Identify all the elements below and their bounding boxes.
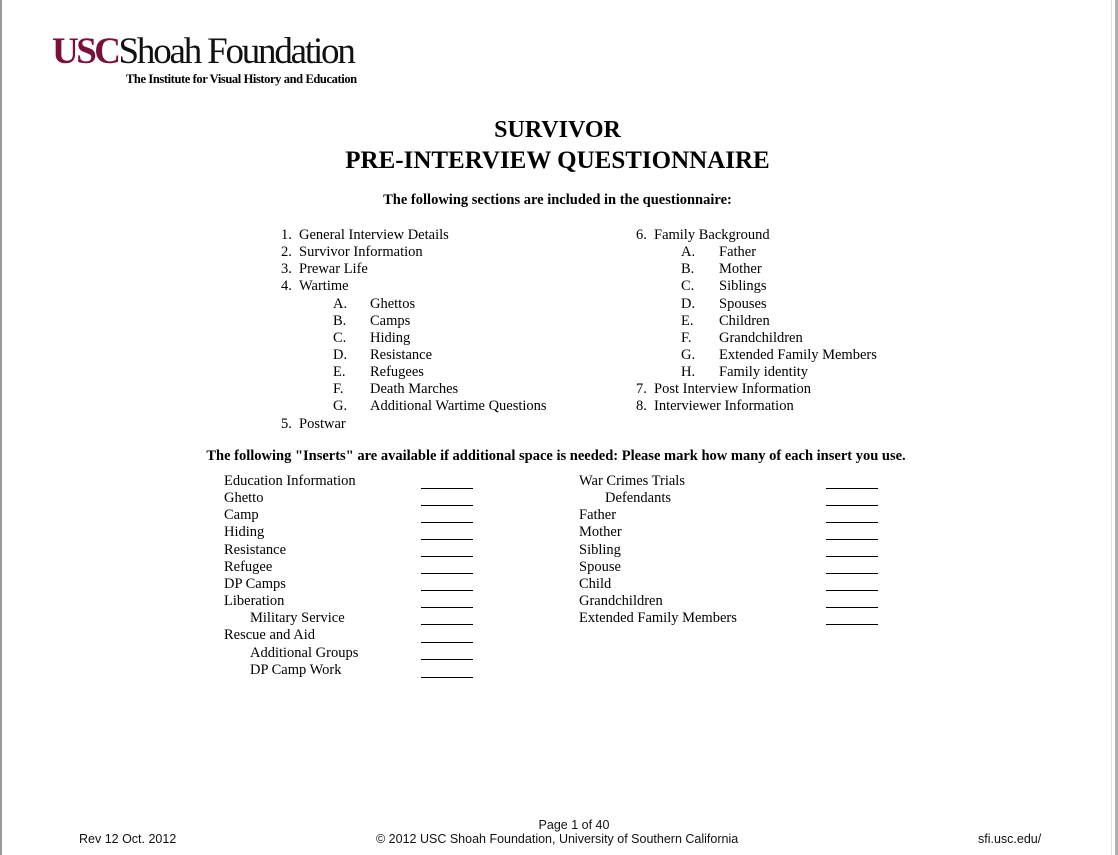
insert-label: Extended Family Members bbox=[579, 610, 737, 626]
subsection-label: Ghettos bbox=[370, 296, 416, 312]
insert-count-line[interactable] bbox=[421, 607, 473, 608]
subsection-label: Spouses bbox=[719, 296, 767, 312]
section-number: 7. bbox=[636, 381, 647, 397]
subsection-label: Extended Family Members bbox=[719, 347, 877, 363]
section-label: Prewar Life bbox=[299, 261, 368, 277]
footer-url: sfi.usc.edu/ bbox=[978, 832, 1042, 846]
insert-label: Education Information bbox=[224, 473, 356, 489]
subsection-label: Grandchildren bbox=[719, 330, 803, 346]
insert-count-line[interactable] bbox=[826, 624, 878, 625]
subsection-letter: B. bbox=[333, 313, 347, 329]
insert-label: Father bbox=[579, 507, 617, 523]
insert-count-line[interactable] bbox=[826, 607, 878, 608]
subsection-letter: D. bbox=[681, 296, 696, 312]
insert-label: Sibling bbox=[579, 542, 621, 558]
insert-label: Defendants bbox=[605, 490, 672, 506]
section-label: Postwar bbox=[299, 416, 346, 432]
insert-label: War Crimes Trials bbox=[579, 473, 685, 489]
section-label: Family Background bbox=[654, 227, 770, 243]
usc-shoah-logo bbox=[52, 30, 357, 86]
insert-label: Hiding bbox=[224, 524, 265, 540]
insert-count-line[interactable] bbox=[421, 590, 473, 591]
insert-count-line[interactable] bbox=[826, 488, 878, 489]
subsection-letter: A. bbox=[681, 244, 696, 260]
subsection-label: Refugees bbox=[370, 364, 424, 380]
subsection-letter: E. bbox=[681, 313, 694, 329]
subsection-label: Additional Wartime Questions bbox=[370, 398, 547, 414]
subsection-letter: G. bbox=[333, 398, 348, 414]
section-label: Interviewer Information bbox=[654, 398, 794, 414]
section-label: Post Interview Information bbox=[654, 381, 812, 397]
subsection-letter: G. bbox=[681, 347, 696, 363]
subsection-label: Mother bbox=[719, 261, 762, 277]
logo-name: Shoah Foundation bbox=[118, 31, 354, 72]
insert-count-line[interactable] bbox=[826, 590, 878, 591]
section-number: 8. bbox=[636, 398, 647, 414]
insert-label: Liberation bbox=[224, 593, 285, 609]
section-number: 5. bbox=[281, 416, 292, 432]
subsection-label: Father bbox=[719, 244, 757, 260]
insert-label: Resistance bbox=[224, 542, 287, 558]
insert-label: DP Camps bbox=[224, 576, 286, 592]
section-number: 2. bbox=[281, 244, 292, 260]
subsection-letter: F. bbox=[333, 381, 344, 397]
section-label: Survivor Information bbox=[299, 244, 423, 260]
insert-count-line[interactable] bbox=[421, 505, 473, 506]
insert-count-line[interactable] bbox=[421, 488, 473, 489]
insert-count-line[interactable] bbox=[826, 573, 878, 574]
insert-count-line[interactable] bbox=[421, 659, 473, 660]
section-number: 3. bbox=[281, 261, 292, 277]
insert-count-line[interactable] bbox=[421, 556, 473, 557]
doc-subtitle: PRE-INTERVIEW QUESTIONNAIRE bbox=[345, 147, 770, 174]
subsection-letter: C. bbox=[681, 278, 695, 294]
subsection-letter: F. bbox=[681, 330, 692, 346]
insert-label: Camp bbox=[224, 507, 259, 523]
subsection-label: Hiding bbox=[370, 330, 411, 346]
subsection-letter: E. bbox=[333, 364, 346, 380]
sections-intro: The following sections are included in the questionnaire: bbox=[383, 192, 732, 208]
insert-label: Rescue and Aid bbox=[224, 627, 316, 643]
insert-label: Spouse bbox=[579, 559, 621, 575]
section-number: 4. bbox=[281, 278, 292, 294]
insert-count-line[interactable] bbox=[421, 539, 473, 540]
doc-title: SURVIVOR bbox=[494, 117, 621, 143]
page-number: Page 1 of 40 bbox=[538, 818, 610, 832]
logo-usc: USC bbox=[52, 31, 119, 72]
section-label: Wartime bbox=[299, 278, 349, 294]
insert-count-line[interactable] bbox=[421, 677, 473, 678]
inserts-intro: The following "Inserts" are available if additional space is needed: Please mark how many of each insert you use. bbox=[206, 448, 906, 464]
logo-tagline: The Institute for Visual History and Education bbox=[126, 72, 357, 86]
insert-count-line[interactable] bbox=[421, 642, 473, 643]
insert-label: DP Camp Work bbox=[250, 662, 342, 678]
insert-label: Ghetto bbox=[224, 490, 264, 506]
insert-count-line[interactable] bbox=[826, 505, 878, 506]
subsection-label: Death Marches bbox=[370, 381, 459, 397]
insert-label: Military Service bbox=[250, 610, 345, 626]
subsection-label: Resistance bbox=[370, 347, 433, 363]
subsection-letter: B. bbox=[681, 261, 695, 277]
subsection-letter: C. bbox=[333, 330, 347, 346]
insert-label: Refugee bbox=[224, 559, 273, 575]
section-number: 1. bbox=[281, 227, 292, 243]
subsection-letter: D. bbox=[333, 347, 348, 363]
insert-count-line[interactable] bbox=[826, 539, 878, 540]
insert-count-line[interactable] bbox=[421, 573, 473, 574]
subsection-letter: A. bbox=[333, 296, 348, 312]
subsection-label: Camps bbox=[370, 313, 411, 329]
subsection-label: Siblings bbox=[719, 278, 767, 294]
subsection-label: Family identity bbox=[719, 364, 809, 380]
section-number: 6. bbox=[636, 227, 647, 243]
insert-count-line[interactable] bbox=[826, 522, 878, 523]
section-label: General Interview Details bbox=[299, 227, 449, 243]
insert-count-line[interactable] bbox=[421, 624, 473, 625]
revision-date: Rev 12 Oct. 2012 bbox=[79, 832, 177, 846]
copyright: © 2012 USC Shoah Foundation, University of Southern California bbox=[376, 832, 739, 846]
insert-label: Additional Groups bbox=[250, 645, 359, 661]
insert-count-line[interactable] bbox=[826, 556, 878, 557]
insert-label: Mother bbox=[579, 524, 622, 540]
insert-count-line[interactable] bbox=[421, 522, 473, 523]
insert-label: Grandchildren bbox=[579, 593, 663, 609]
insert-label: Child bbox=[579, 576, 612, 592]
subsection-label: Children bbox=[719, 313, 770, 329]
subsection-letter: H. bbox=[681, 364, 696, 380]
